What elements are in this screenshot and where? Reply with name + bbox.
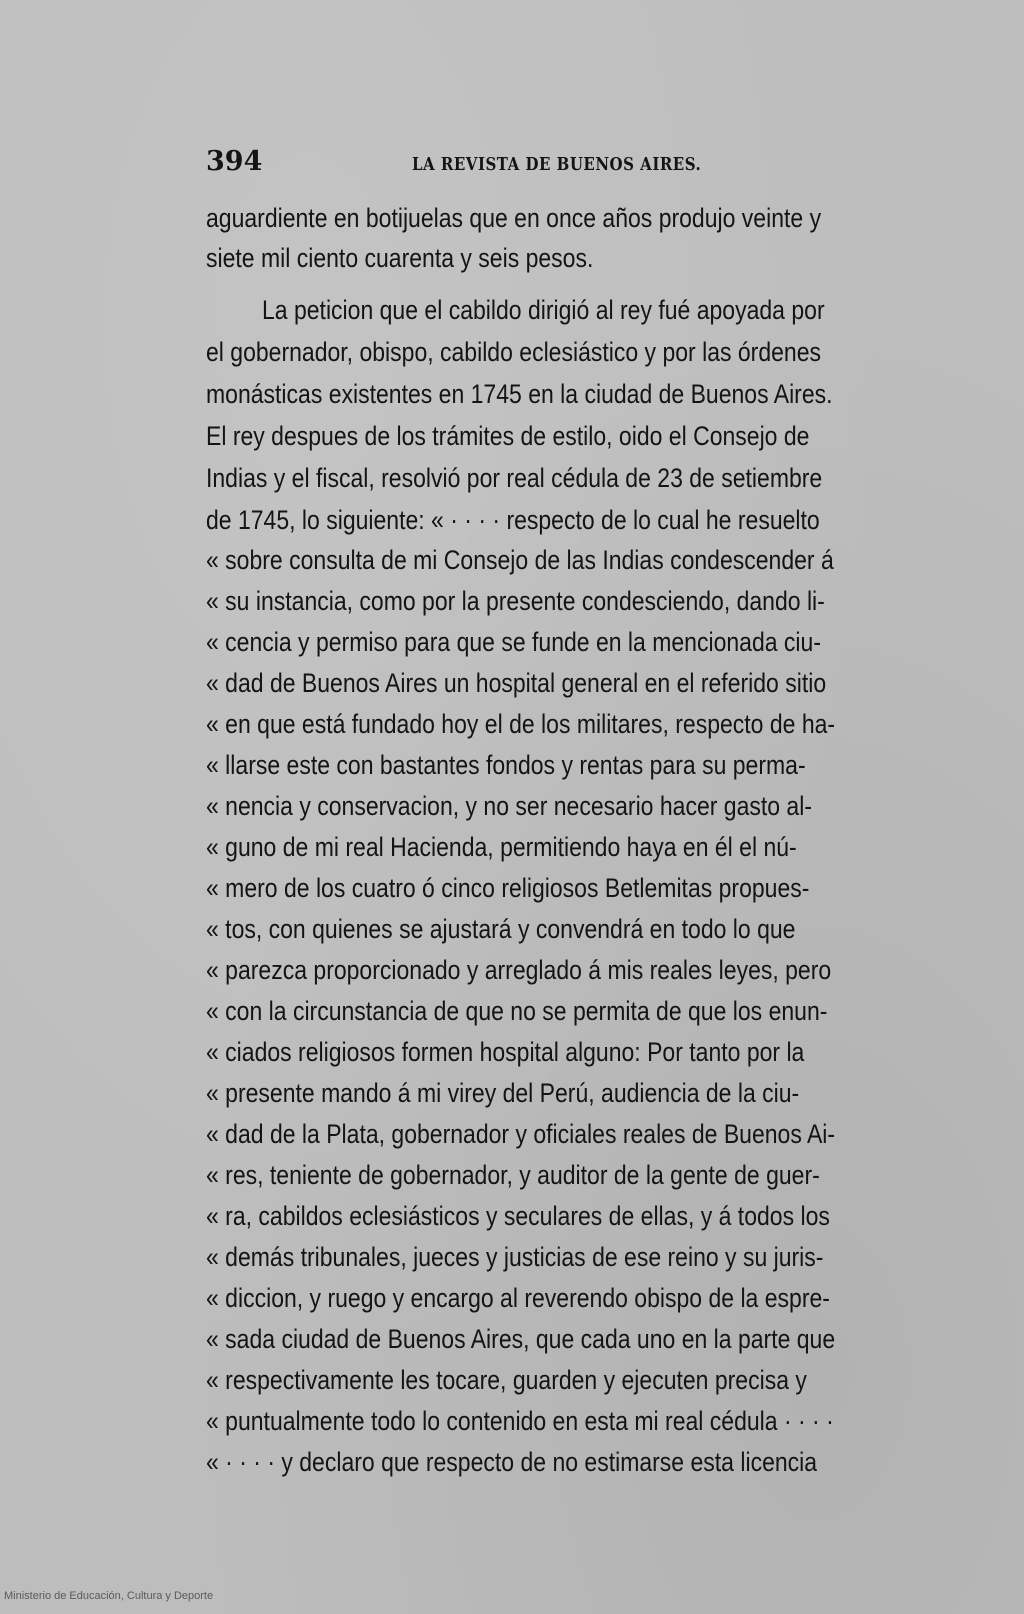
text-line: el gobernador, obispo, cabildo eclesiástico y por las órdenes [206,336,821,368]
text-line: « mero de los cuatro ó cinco religiosos Betlemitas propues- [206,872,810,904]
text-line: « diccion, y ruego y encargo al reverendo obispo de la espre- [206,1282,830,1314]
text-line: « dad de Buenos Aires un hospital general en el referido sitio [206,667,827,699]
text-line: « sada ciudad de Buenos Aires, que cada uno en la parte que [206,1323,836,1355]
text-line: La peticion que el cabildo dirigió al rey fué apoyada por [262,294,825,326]
page-header [206,146,736,180]
text-line: « respectivamente les tocare, guarden y ejecuten precisa y [206,1364,807,1396]
text-line: « tos, con quienes se ajustará y convendrá en todo lo que [206,913,796,945]
text-line: « con la circunstancia de que no se permita de que los enun- [206,995,828,1027]
page-number: 394 [206,146,263,177]
text-line: « nencia y conservacion, y no ser necesario hacer gasto al- [206,790,812,822]
text-line: « puntualmente todo lo contenido en esta mi real cédula · · · · [206,1405,834,1437]
text-line: « llarse este con bastantes fondos y rentas para su perma- [206,749,806,781]
footer-credit: Ministerio de Educación, Cultura y Deporte [4,1590,214,1602]
text-line: Indias y el fiscal, resolvió por real cédula de 23 de setiembre [206,462,823,494]
text-line: de 1745, lo siguiente: « · · · · respecto de lo cual he resuelto [206,504,820,536]
text-line: « sobre consulta de mi Consejo de las Indias condescender á [206,544,834,576]
text-line: siete mil ciento cuarenta y seis pesos. [206,242,594,274]
text-line: aguardiente en botijuelas que en once años produjo veinte y [206,202,822,234]
text-line: « · · · · y declaro que respecto de no estimarse esta licencia [206,1446,818,1478]
text-line: monásticas existentes en 1745 en la ciudad de Buenos Aires. [206,378,833,410]
text-line: « guno de mi real Hacienda, permitiendo haya en él el nú- [206,831,797,863]
text-line: « presente mando á mi virey del Perú, audiencia de la ciu- [206,1077,800,1109]
running-head: LA REVISTA DE BUENOS AIRES. [412,154,702,175]
text-line: « ra, cabildos eclesiásticos y seculares de ellas, y á todos los [206,1200,830,1232]
text-line: « parezca proporcionado y arreglado á mis reales leyes, pero [206,954,832,986]
text-line: « cencia y permiso para que se funde en la mencionada ciu- [206,626,821,658]
text-line: « su instancia, como por la presente condesciendo, dando li- [206,585,825,617]
text-line: « demás tribunales, jueces y justicias de ese reino y su juris- [206,1241,824,1273]
text-line: El rey despues de los trámites de estilo, oido el Consejo de [206,420,810,452]
text-line: « ciados religiosos formen hospital alguno: Por tanto por la [206,1036,805,1068]
text-line: « dad de la Plata, gobernador y oficiales reales de Buenos Ai- [206,1118,836,1150]
text-line: « res, teniente de gobernador, y auditor de la gente de guer- [206,1159,820,1191]
text-line: « en que está fundado hoy el de los militares, respecto de ha- [206,708,836,740]
